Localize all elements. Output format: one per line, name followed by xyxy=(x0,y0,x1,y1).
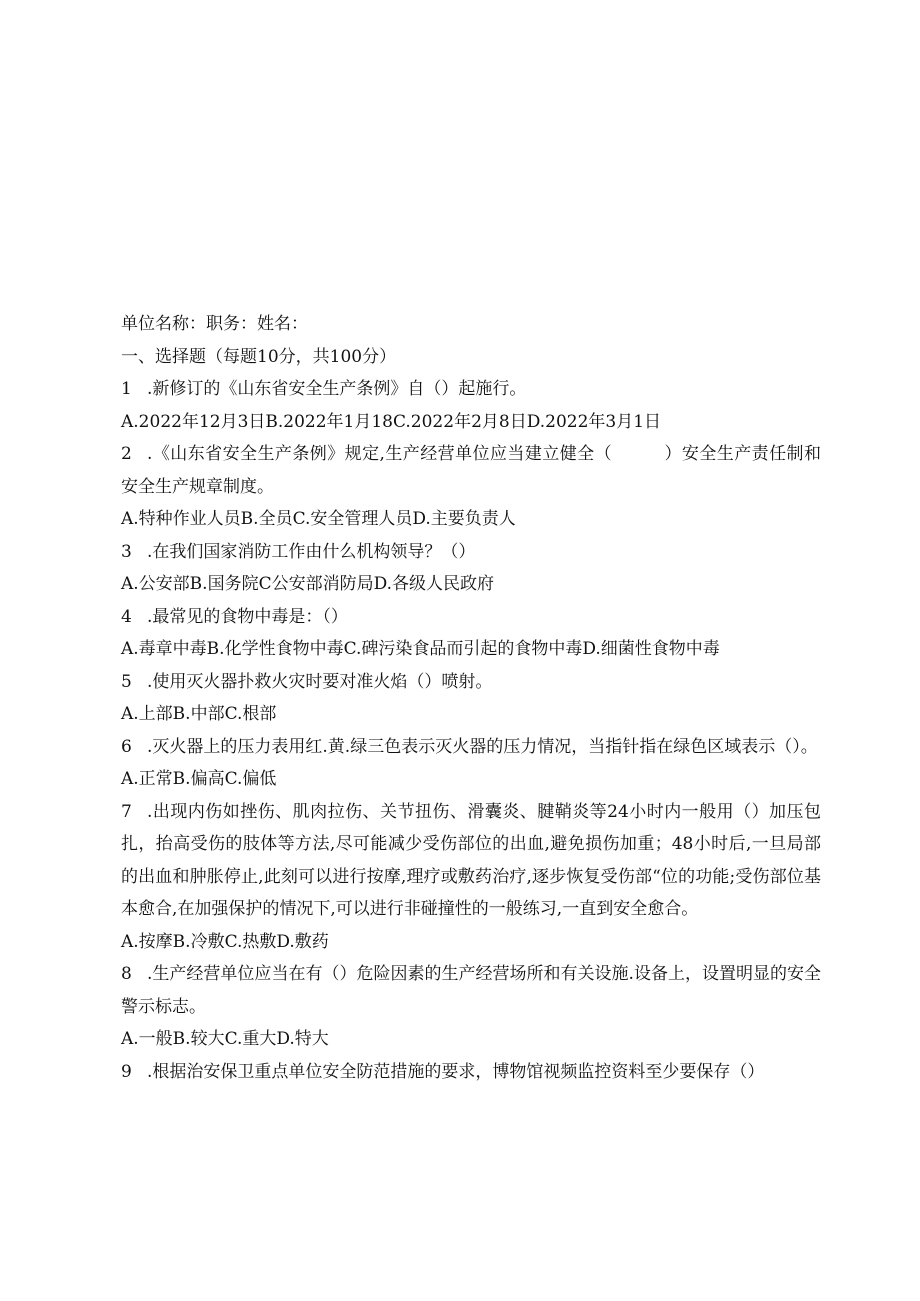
question-6 xyxy=(121,731,821,764)
question-number: 3 xyxy=(121,541,132,562)
question-number: 7 xyxy=(121,801,132,822)
question-9 xyxy=(121,1056,821,1089)
question-number: 6 xyxy=(121,736,132,757)
question-number: 9 xyxy=(121,1061,132,1082)
question-text: .使用灭火器扑救火灾时要对准火焰（）喷射。 xyxy=(147,671,493,692)
question-number: 5 xyxy=(121,671,132,692)
question-number: 8 xyxy=(121,964,132,984)
question-number: 2 xyxy=(121,444,132,464)
question-8-options: A.一般B.较大C.重大D.特大 xyxy=(121,1029,329,1049)
question-text: .根据治安保卫重点单位安全防范措施的要求，博物馆视频监控资料至少要保存（） xyxy=(147,1061,765,1082)
exam-content xyxy=(121,308,821,1088)
question-4 xyxy=(121,601,821,634)
question-text: .新修订的《山东省安全生产条例》自（）起施行。 xyxy=(147,379,527,399)
question-7 xyxy=(121,796,821,926)
question-text: .生产经营单位应当在有（）危险因素的生产经营场所和有关设施.设备上，设置明显的安全警示标志。 xyxy=(121,964,821,1017)
question-2-options: A.特种作业人员B.全员C.安全管理人员D.主要负责人 xyxy=(121,509,516,529)
question-number: 1 xyxy=(121,379,132,399)
question-number: 4 xyxy=(121,606,132,627)
question-5 xyxy=(121,666,821,699)
question-1-options: A.2022年12月3日B.2022年1月18C.2022年2月8日D.2022年3月1日 xyxy=(121,411,662,432)
question-4-options: A.毒章中毒B.化学性食物中毒C.碑污染食品而引起的食物中毒D.细菌性食物中毒 xyxy=(121,639,720,659)
question-text: .最常见的食物中毒是：（） xyxy=(147,606,348,627)
question-text: .灭火器上的压力表用红.黄.绿三色表示灭火器的压力情况，当指针指在绿色区域表示（）。 xyxy=(147,736,818,757)
question-6-options: A.正常B.偏高C.偏低 xyxy=(121,769,277,789)
question-text: .出现内伤如挫伤、肌肉拉伤、关节扭伤、滑囊炎、腱鞘炎等24小时内一般用（）加压包扎，抬高受伤的肢体等方法,尽可能减少受伤部位的出血,避免损伤加重；48小时后,一旦局部的出血和肿胀停止,此刻可以进行按摩,理疗或敷药治疗,逐步恢复受伤部“位的功能;受伤部位基本愈合,在加强保护的情况下,可以进行非碰撞性的一般练习,一直到安全愈合。 xyxy=(121,801,821,919)
question-text: .在我们国家消防工作由什么机构领导？（） xyxy=(147,541,476,562)
question-8 xyxy=(121,958,821,1023)
question-3 xyxy=(121,536,821,569)
section-title: 一、选择题（每题10分，共100分） xyxy=(121,346,397,367)
question-text-part1: .《山东省安全生产条例》规定,生产经营单位应当建立健全（ xyxy=(147,444,613,464)
info-line: 单位名称：职务：姓名： xyxy=(121,314,308,334)
question-1 xyxy=(121,373,821,406)
question-3-options: A.公安部B.国务院C公安部消防局D.各级人民政府 xyxy=(121,574,495,594)
question-2 xyxy=(121,438,821,503)
question-7-options: A.按摩B.冷敷C.热敷D.敷药 xyxy=(121,931,329,952)
question-5-options: A.上部B.中部C.根部 xyxy=(121,704,277,724)
question-text-part2: ）安全生产责任制和安全生产规章制度。 xyxy=(121,444,821,497)
